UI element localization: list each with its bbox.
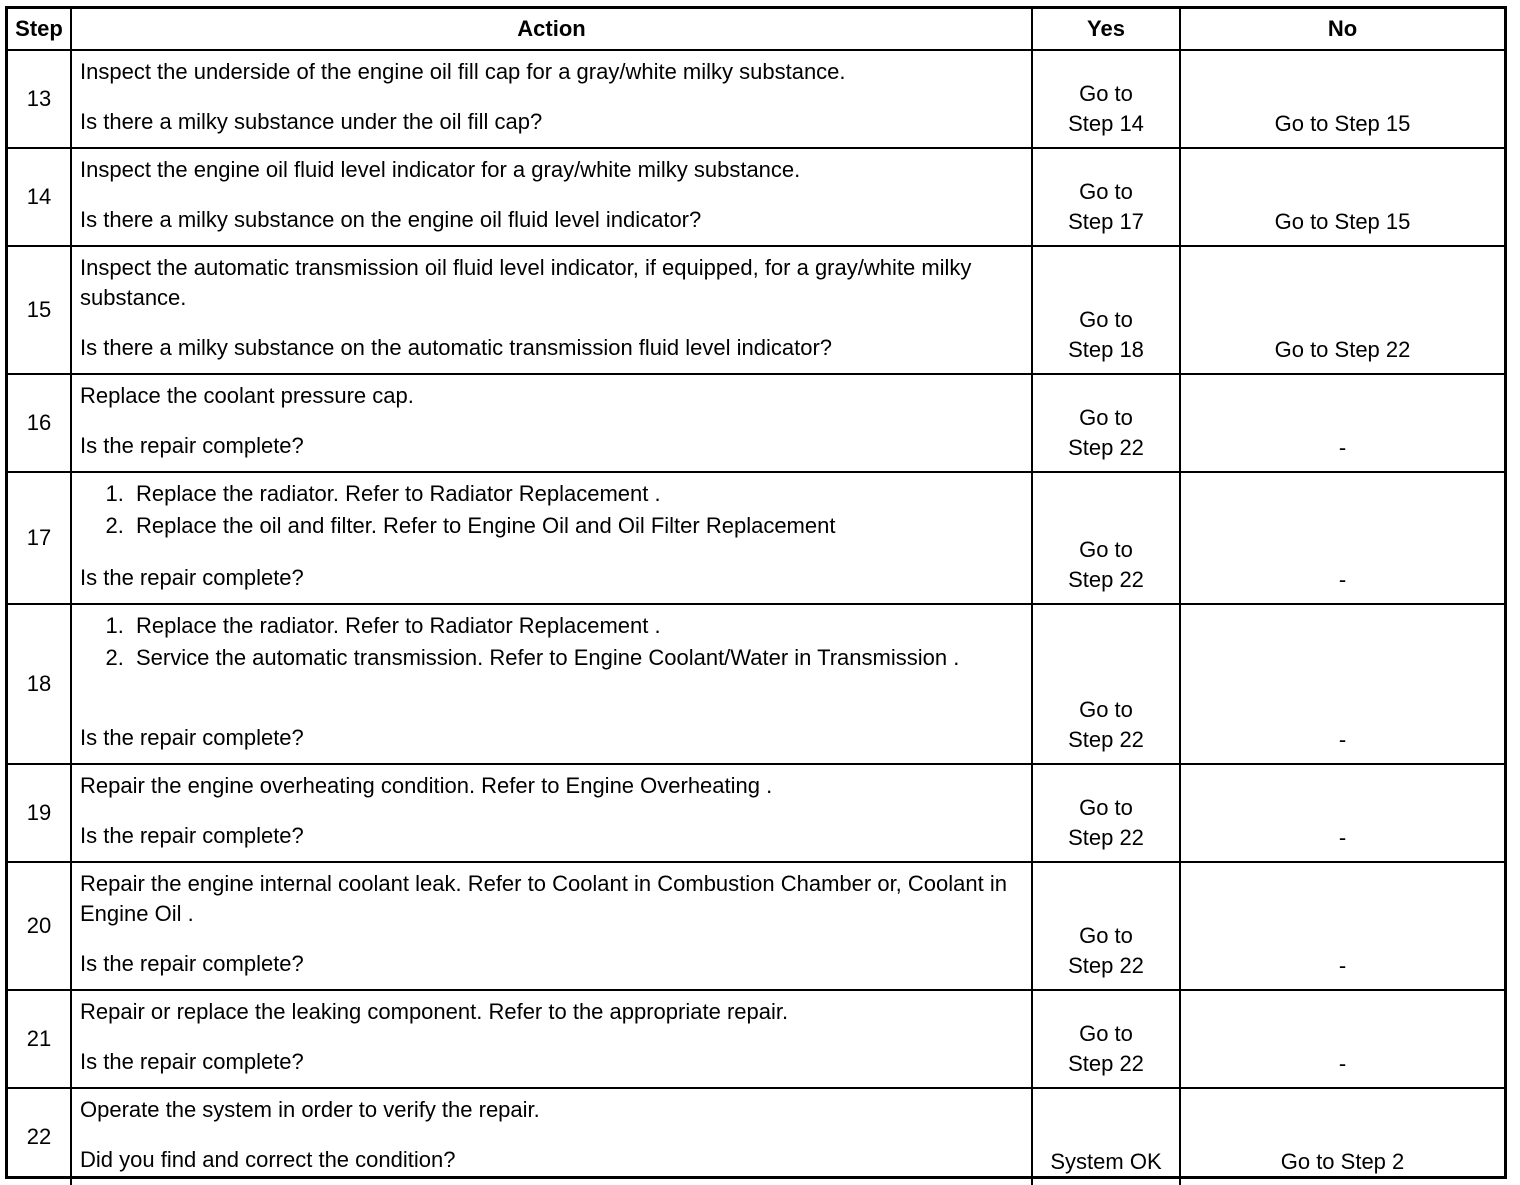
action-question: Is the repair complete? [80,1049,304,1074]
action-cell [71,1088,1032,1185]
diagnostic-table-frame [5,6,1507,1179]
action-text: Replace the coolant pressure cap. [80,383,414,408]
action-text: Inspect the engine oil fluid level indicator for a gray/white milky substance. [80,157,801,182]
yes-outcome: Go to Step 22 [1068,537,1144,592]
yes-outcome-cell [1032,148,1180,246]
action-text: Inspect the underside of the engine oil fill cap for a gray/white milky substance. [80,59,846,84]
table-row [8,374,1504,472]
action-steps-list [80,479,1023,541]
table-row [8,148,1504,246]
table-row [8,990,1504,1088]
action-cell [71,374,1032,472]
action-cell [71,764,1032,862]
yes-outcome-cell [1032,990,1180,1088]
diagnostic-table [8,9,1504,1185]
action-cell [71,246,1032,374]
step-number: 18 [8,604,71,764]
action-cell [71,472,1032,604]
yes-outcome: System OK [1050,1149,1162,1174]
no-outcome: - [1180,862,1504,990]
step-number: 14 [8,148,71,246]
step-number: 15 [8,246,71,374]
step-number: 20 [8,862,71,990]
table-body [8,50,1504,1185]
yes-outcome: Go to Step 17 [1068,179,1144,234]
step-number: 13 [8,50,71,148]
yes-outcome-cell [1032,862,1180,990]
yes-outcome: Go to Step 18 [1068,307,1144,362]
yes-outcome-cell [1032,50,1180,148]
header-action: Action [71,9,1032,50]
action-question: Is the repair complete? [80,823,304,848]
action-step-item: 2. Service the automatic transmission. Refer to Engine Coolant/Water in Transmission . [130,643,1023,673]
table-row [8,1088,1504,1185]
action-question: Is there a milky substance under the oil fill cap? [80,109,543,134]
action-question: Is the repair complete? [80,725,304,750]
table-row [8,472,1504,604]
action-question: Is the repair complete? [80,951,304,976]
action-cell [71,50,1032,148]
action-cell [71,604,1032,764]
action-cell [71,148,1032,246]
table-row [8,246,1504,374]
no-outcome: - [1180,764,1504,862]
step-number: 16 [8,374,71,472]
action-cell [71,990,1032,1088]
action-question: Did you find and correct the condition? [80,1147,456,1172]
table-row [8,604,1504,764]
no-outcome: Go to Step 22 [1180,246,1504,374]
header-yes: Yes [1032,9,1180,50]
table-row [8,862,1504,990]
yes-outcome: Go to Step 22 [1068,1021,1144,1076]
yes-outcome: Go to Step 22 [1068,795,1144,850]
action-text: Repair or replace the leaking component. Refer to the appropriate repair. [80,999,789,1024]
yes-outcome: Go to Step 14 [1068,81,1144,136]
step-number: 22 [8,1088,71,1185]
no-outcome: Go to Step 15 [1180,50,1504,148]
header-row [8,9,1504,50]
step-number: 21 [8,990,71,1088]
yes-outcome-cell [1032,472,1180,604]
no-outcome: Go to Step 15 [1180,148,1504,246]
yes-outcome-cell [1032,374,1180,472]
action-text: Inspect the automatic transmission oil fluid level indicator, if equipped, for a gray/white milky substance. [80,255,972,310]
action-question: Is the repair complete? [80,565,304,590]
yes-outcome: Go to Step 22 [1068,697,1144,752]
step-number: 17 [8,472,71,604]
table-row [8,764,1504,862]
action-step-item: 1. Replace the radiator. Refer to Radiator Replacement . [130,479,1023,509]
yes-outcome-cell [1032,246,1180,374]
action-step-item: 2. Replace the oil and filter. Refer to Engine Oil and Oil Filter Replacement [130,511,1023,541]
header-step: Step [8,9,71,50]
step-number: 19 [8,764,71,862]
action-text: Repair the engine internal coolant leak. Refer to Coolant in Combustion Chamber or, Coolant in Engine Oil . [80,871,1007,926]
action-step-item: 1. Replace the radiator. Refer to Radiator Replacement . [130,611,1023,641]
header-no: No [1180,9,1504,50]
table-row [8,50,1504,148]
yes-outcome: Go to Step 22 [1068,405,1144,460]
yes-outcome-cell [1032,1088,1180,1185]
yes-outcome-cell [1032,604,1180,764]
no-outcome: - [1180,990,1504,1088]
no-outcome: Go to Step 2 [1180,1088,1504,1185]
no-outcome: - [1180,604,1504,764]
action-question: Is there a milky substance on the automatic transmission fluid level indicator? [80,335,833,360]
no-outcome: - [1180,374,1504,472]
yes-outcome: Go to Step 22 [1068,923,1144,978]
action-question: Is the repair complete? [80,433,304,458]
action-text: Repair the engine overheating condition. Refer to Engine Overheating . [80,773,773,798]
action-question: Is there a milky substance on the engine oil fluid level indicator? [80,207,702,232]
yes-outcome-cell [1032,764,1180,862]
action-text: Operate the system in order to verify the repair. [80,1097,540,1122]
no-outcome: - [1180,472,1504,604]
action-steps-list [80,611,1023,673]
action-cell [71,862,1032,990]
